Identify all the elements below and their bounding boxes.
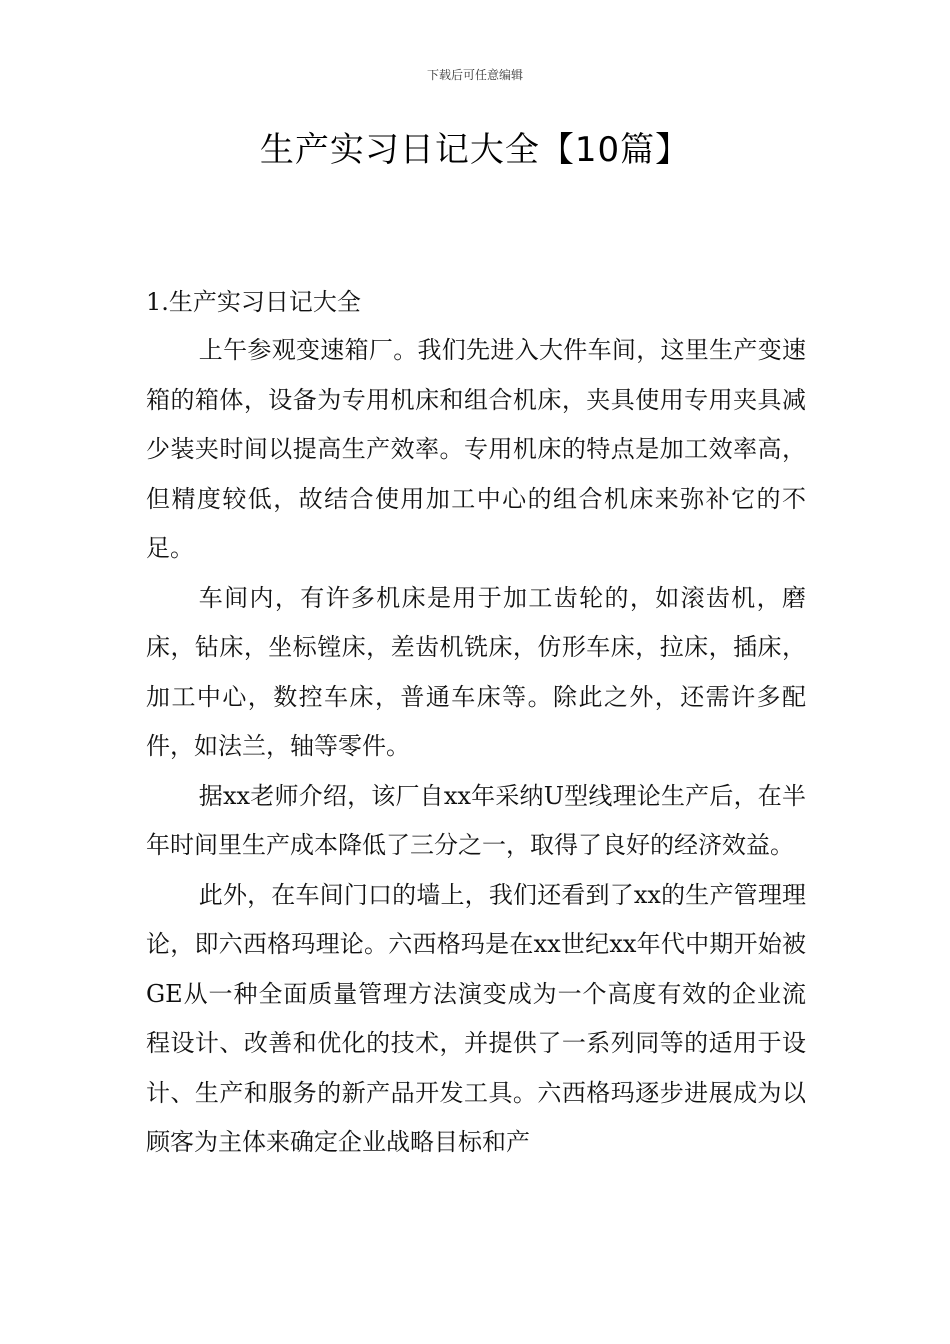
paragraph-4: 此外，在车间门口的墙上，我们还看到了xx的生产管理理论，即六西格玛理论。六西格玛是在xx世纪xx年代中期开始被GE从一种全面质量管理方法演变成为一个高度有效的企业流程设计、改善和优化的技术，并提供了一系列同等的适用于设计、生产和服务的新产品开发工具。六西格玛逐步进展成为以顾客为主体来确定企业战略目标和产: [146, 880, 806, 1156]
paragraph-3: 据xx老师介绍，该厂自xx年采纳U型线理论生产后，在半年时间里生产成本降低了三分之一，取得了良好的经济效益。: [146, 781, 806, 859]
document-body: [146, 282, 806, 1168]
paragraph-2: 车间内，有许多机床是用于加工齿轮的，如滚齿机，磨床，钻床，坐标镗床，差齿机铣床，仿形车床，拉床，插床，加工中心，数控车床，普通车床等。除此之外，还需许多配件，如法兰，轴等零件。: [146, 583, 806, 760]
section-heading: 1.生产实习日记大全: [146, 288, 361, 316]
paragraph-1: 上午参观变速箱厂。我们先进入大件车间，这里生产变速箱的箱体，设备为专用机床和组合机床，夹具使用专用夹具减少装夹时间以提高生产效率。专用机床的特点是加工效率高，但精度较低，故结合使用加工中心的组合机床来弥补它的不足。: [146, 336, 806, 562]
header-note: 下载后可任意编辑: [426, 68, 523, 82]
document-title: 生产实习日记大全【10篇】: [259, 130, 691, 170]
